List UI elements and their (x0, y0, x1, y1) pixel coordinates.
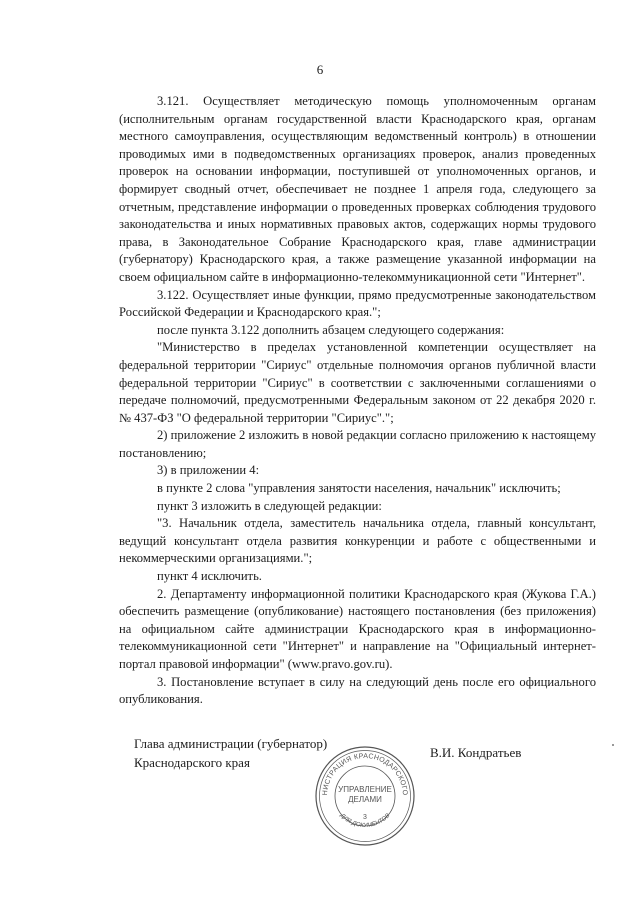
stamp-bottom-text: ДЛЯ ДОКУМЕНТОВ (338, 812, 392, 829)
paragraph-3-122: 3.122. Осуществляет иные функции, прямо предусмотренные законодательством Российской Федерации и Краснодарского края."; (119, 287, 596, 320)
paragraph-appendix-2: 2) приложение 2 изложить в новой редакции согласно приложению к настоящему постановлению; (119, 428, 596, 460)
signature-title-line1: Глава администрации (губернатор) (134, 736, 328, 751)
stamp-center-line2: ДЕЛАМИ (348, 795, 382, 804)
signatory-name: В.И. Кондратьев (430, 745, 522, 760)
paragraph-sirius-quote: "Министерство в пределах установленной компетенции осуществляет на федеральной территории "Сириус" отдельные полномочия органов публичной власти федеральной территории "Сириус" в соответствии с заключенными соглашениями о передаче полномочий, предусмотренными Федеральным законом от 22 декабря 2020 г. № 437-ФЗ "О федеральной территории "Сириус"."; (119, 340, 596, 425)
document-body (119, 93, 596, 709)
paragraph-item-2-words: в пункте 2 слова "управления занятости населения, начальник" исключить; (157, 481, 561, 496)
paragraph-department-info: 2. Департаменту информационной политики Краснодарского края (Жукова Г.А.) обеспечить размещение (опубликование) настоящего постановления (без приложения) на официальном сайте администрации Краснодарского края в информационно-телекоммуникационной сети "Интернет" и направление на "Официальный интернет-портал правовой информации" (www.pravo.gov.ru). (119, 586, 596, 671)
paragraph-entry-into-force: 3. Постановление вступает в силу на следующий день после его официального опубликования. (119, 674, 596, 707)
stamp-number: 3 (363, 814, 367, 821)
official-stamp (313, 744, 417, 848)
paragraph-add-after-3-122: после пункта 3.122 дополнить абзацем следующего содержания: (157, 322, 505, 337)
stamp-center-line1: УПРАВЛЕНИЕ (338, 785, 392, 794)
paragraph-item-4-remove: пункт 4 исключить. (157, 569, 262, 584)
signature-title-line2: Краснодарского края (134, 755, 250, 770)
scan-speck (612, 744, 614, 746)
page-number: 6 (316, 62, 324, 77)
paragraph-3-121: 3.121. Осуществляет методическую помощь уполномоченным органам (исполнительным органам государственной власти Краснодарского края, органам местного самоуправления, осуществляющим ведомственный контроль) в отношении проводимых ими в подведомственных организациях проверок, анализ проведенных проверок на основании информации, поступившей от уполномоченных органов, и формирует сводный отчет, обеспечивает не позднее 1 апреля года, следующего за отчетным, представление информации о проведенных проверках соблюдения трудового законодательства и иных нормативных правовых актов, содержащих нормы трудового права, в Законодательное Собрание Краснодарского края, главе администрации (губернатору) Краснодарского края, а также размещение указанной информации на своем официальном сайте в информационно-телекоммуникационной сети "Интернет". (119, 94, 596, 284)
signature-title (134, 734, 327, 772)
paragraph-item-3-edit: пункт 3 изложить в следующей редакции: (157, 498, 382, 513)
stamp-ring-text: НИСТРАЦИЯ КРАСНОДАРСКОГО (321, 752, 409, 796)
paragraph-appendix-4: 3) в приложении 4: (157, 463, 260, 478)
paragraph-item-3-quote: "3. Начальник отдела, заместитель начальника отдела, главный консультант, ведущий консультант отдела развития конкуренции и работе с общественными и некоммерческими организациями."; (119, 516, 596, 566)
